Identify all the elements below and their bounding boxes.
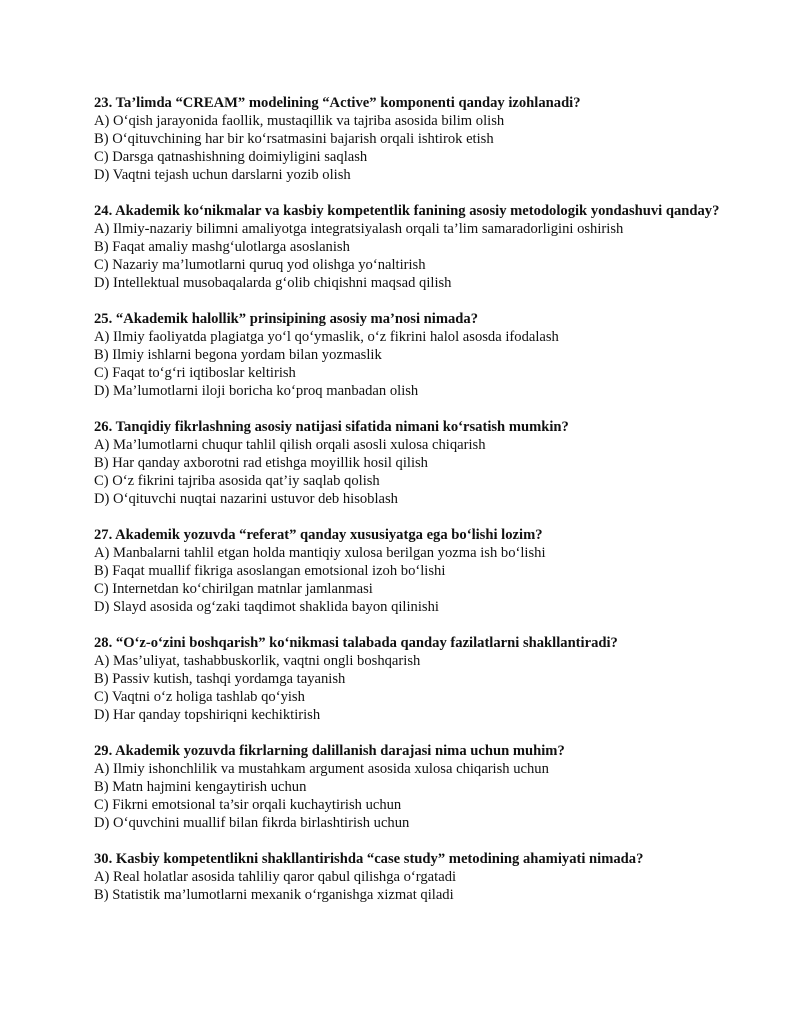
answer-option-a: A) Ilmiy ishonchlilik va mustahkam argument asosida xulosa chiqarish uchun [94, 761, 549, 777]
answer-option-a: A) Mas’uliyat, tashabbuskorlik, vaqtni ongli boshqarish [94, 653, 421, 669]
question-27 [94, 526, 734, 616]
document-page [94, 94, 734, 922]
question-title: 26. Tanqidiy fikrlashning asosiy natijasi sifatida nimani ko‘rsatish mumkin? [94, 419, 569, 435]
answer-option-d: D) Slayd asosida og‘zaki taqdimot shaklida bayon qilinishi [94, 599, 439, 615]
answer-option-d: D) Intellektual musobaqalarda g‘olib chiqishni maqsad qilish [94, 275, 452, 291]
answer-option-d: D) Vaqtni tejash uchun darslarni yozib olish [94, 167, 351, 183]
question-title: 30. Kasbiy kompetentlikni shakllantirishda “case study” metodining ahamiyati nimada? [94, 851, 644, 867]
answer-option-b: B) Har qanday axborotni rad etishga moyillik hosil qilish [94, 455, 428, 471]
answer-option-a: A) Ma’lumotlarni chuqur tahlil qilish orqali asosli xulosa chiqarish [94, 437, 486, 453]
answer-option-b: B) Faqat amaliy mashg‘ulotlarga asoslanish [94, 239, 350, 255]
answer-option-a: A) Ilmiy faoliyatda plagiatga yo‘l qo‘ymaslik, o‘z fikrini halol asosda ifodalash [94, 329, 559, 345]
answer-option-c: C) O‘z fikrini tajriba asosida qat’iy saqlab qolish [94, 473, 380, 489]
answer-option-b: B) Ilmiy ishlarni begona yordam bilan yozmaslik [94, 347, 382, 363]
answer-option-b: B) Passiv kutish, tashqi yordamga tayanish [94, 671, 346, 687]
answer-option-b: B) Faqat muallif fikriga asoslangan emotsional izoh bo‘lishi [94, 563, 446, 579]
question-25 [94, 310, 734, 400]
answer-option-c: C) Vaqtni o‘z holiga tashlab qo‘yish [94, 689, 305, 705]
answer-option-b: B) Matn hajmini kengaytirish uchun [94, 779, 307, 795]
answer-option-b: B) O‘qituvchining har bir ko‘rsatmasini bajarish orqali ishtirok etish [94, 131, 494, 147]
question-29 [94, 742, 734, 832]
answer-option-a: A) Manbalarni tahlil etgan holda mantiqiy xulosa berilgan yozma ish bo‘lishi [94, 545, 546, 561]
answer-option-c: C) Fikrni emotsional ta’sir orqali kuchaytirish uchun [94, 797, 402, 813]
answer-option-c: C) Nazariy ma’lumotlarni quruq yod olishga yo‘naltirish [94, 257, 426, 273]
question-26 [94, 418, 734, 508]
answer-option-c: C) Internetdan ko‘chirilgan matnlar jamlanmasi [94, 581, 373, 597]
answer-option-d: D) Har qanday topshiriqni kechiktirish [94, 707, 321, 723]
question-title: 27. Akademik yozuvda “referat” qanday xususiyatga ega bo‘lishi lozim? [94, 527, 543, 543]
question-title: 29. Akademik yozuvda fikrlarning dalillanish darajasi nima uchun muhim? [94, 743, 565, 759]
answer-option-b: B) Statistik ma’lumotlarni mexanik o‘rganishga xizmat qiladi [94, 887, 454, 903]
answer-option-d: D) Ma’lumotlarni iloji boricha ko‘proq manbadan olish [94, 383, 419, 399]
question-23 [94, 94, 734, 184]
answer-option-a: A) O‘qish jarayonida faollik, mustaqillik va tajriba asosida bilim olish [94, 113, 505, 129]
answer-option-c: C) Faqat to‘g‘ri iqtiboslar keltirish [94, 365, 296, 381]
answer-option-a: A) Ilmiy-nazariy bilimni amaliyotga integratsiyalash orqali ta’lim samaradorligini oshirish [94, 221, 624, 237]
question-24 [94, 202, 734, 292]
answer-option-d: D) O‘qituvchi nuqtai nazarini ustuvor deb hisoblash [94, 491, 398, 507]
answer-option-a: A) Real holatlar asosida tahliliy qaror qabul qilishga o‘rgatadi [94, 869, 457, 885]
question-title: 25. “Akademik halollik” prinsipining asosiy ma’nosi nimada? [94, 311, 478, 327]
question-30 [94, 850, 734, 904]
answer-option-c: C) Darsga qatnashishning doimiyligini saqlash [94, 149, 368, 165]
question-title: 28. “O‘z-o‘zini boshqarish” ko‘nikmasi talabada qanday fazilatlarni shakllantiradi? [94, 635, 618, 651]
question-28 [94, 634, 734, 724]
question-title: 23. Ta’limda “CREAM” modelining “Active” komponenti qanday izohlanadi? [94, 95, 581, 111]
question-title: 24. Akademik ko‘nikmalar va kasbiy kompetentlik fanining asosiy metodologik yondashuvi qanday? [94, 203, 720, 219]
answer-option-d: D) O‘quvchini muallif bilan fikrda birlashtirish uchun [94, 815, 410, 831]
